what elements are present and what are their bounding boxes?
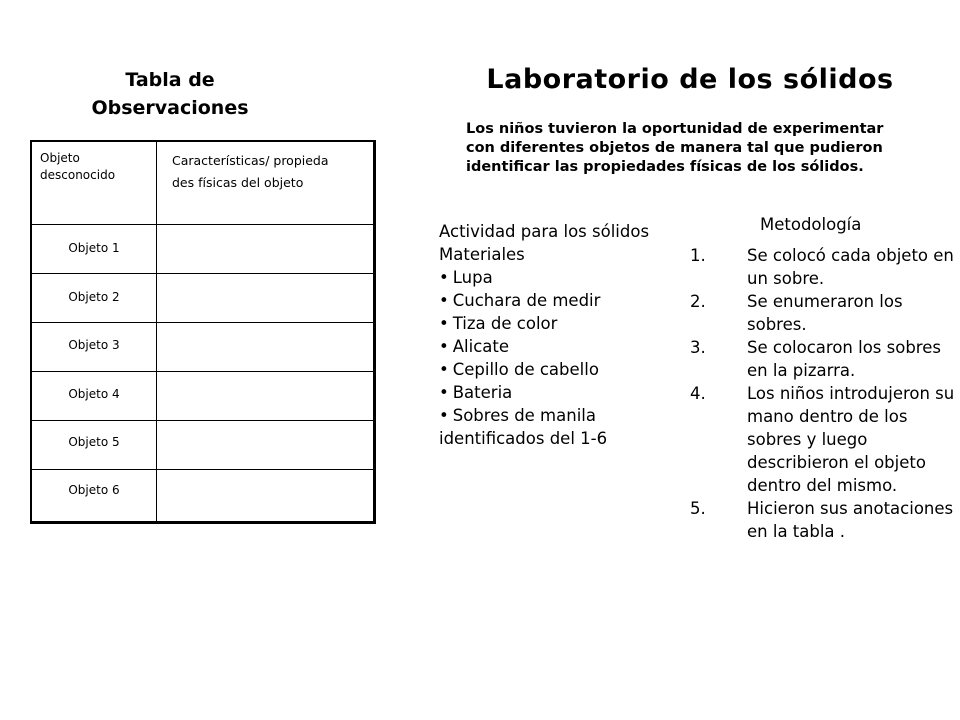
column-divider [156, 142, 157, 521]
row-divider [32, 224, 373, 225]
list-item: • Sobres de manila [439, 404, 699, 427]
list-item: • Cepillo de cabello [439, 358, 699, 381]
header-characteristics [172, 150, 372, 194]
step-number: 4. [690, 384, 706, 403]
methodology-list [690, 244, 960, 543]
row-divider [32, 273, 373, 274]
materials-footer: identificados del 1-6 [439, 429, 608, 448]
row-divider [32, 420, 373, 421]
table-row-label: Objeto 5 [68, 435, 120, 449]
list-item: • Lupa [439, 266, 699, 289]
table-title-line2: Observaciones [91, 97, 249, 119]
materials-title: Materiales [439, 245, 525, 264]
activity-title: Actividad para los sólidos [439, 222, 650, 241]
activity-section [439, 220, 699, 450]
header-characteristics-line2: des físicas del objeto [172, 175, 304, 190]
row-divider [32, 371, 373, 372]
step-number: 3. [690, 338, 706, 357]
list-item [690, 290, 960, 336]
table-title [70, 66, 270, 122]
step-number: 1. [690, 246, 706, 265]
step-number: 2. [690, 292, 706, 311]
materials-list [439, 266, 699, 427]
list-item [690, 244, 960, 290]
table-row-label: Objeto 1 [68, 241, 120, 255]
list-item [690, 497, 960, 543]
step-number: 5. [690, 499, 706, 518]
step-text: Se colocó cada objeto en un sobre. [747, 246, 954, 288]
list-item: • Tiza de color [439, 312, 699, 335]
table-row-label: Objeto 6 [68, 483, 120, 497]
step-text: Se enumeraron los sobres. [747, 292, 903, 334]
step-text: Se colocaron los sobres en la pizarra. [747, 338, 941, 380]
row-divider [32, 469, 373, 470]
main-title: Laboratorio de los sólidos [486, 64, 894, 95]
header-unknown-object: Objeto desconocido [40, 151, 116, 182]
observation-table [30, 140, 376, 524]
methodology-title: Metodología [760, 215, 862, 234]
table-title-line1: Tabla de [125, 69, 215, 91]
list-item: • Bateria [439, 381, 699, 404]
list-item [690, 336, 960, 382]
list-item [690, 382, 960, 497]
step-text: Los niños introdujeron su mano dentro de los sobres y luego describieron el objeto dentro del mismo. [747, 384, 955, 495]
header-characteristics-line1: Características/ propieda [172, 153, 329, 168]
step-text: Hicieron sus anotaciones en la tabla . [747, 499, 954, 541]
table-row-label: Objeto 4 [68, 387, 120, 401]
table-row-label: Objeto 2 [68, 290, 120, 304]
list-item: • Alicate [439, 335, 699, 358]
list-item: • Cuchara de medir [439, 289, 699, 312]
table-row-label: Objeto 3 [68, 338, 120, 352]
intro-paragraph: Los niños tuvieron la oportunidad de experimentar con diferentes objetos de manera tal que pudieron identificar las propiedades físicas de los sólidos. [466, 121, 884, 175]
row-divider [32, 322, 373, 323]
